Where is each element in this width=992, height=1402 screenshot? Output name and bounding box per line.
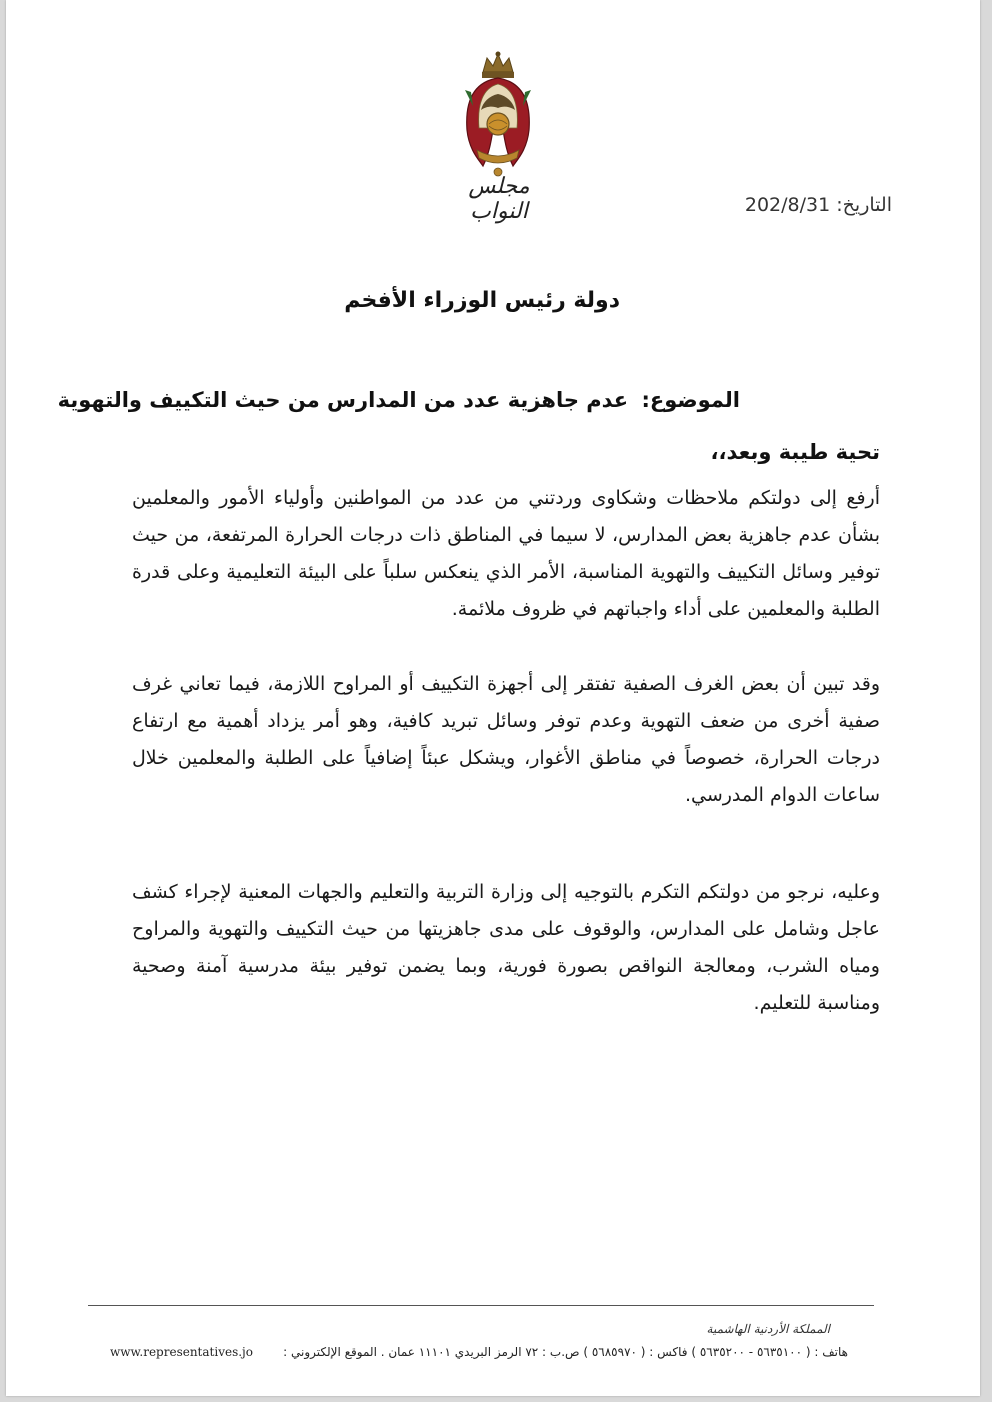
footer-kingdom-name: المملكة الأردنية الهاشمية — [706, 1322, 830, 1336]
footer-divider — [88, 1305, 874, 1306]
council-name-logotype: مجلس النواب — [468, 174, 530, 224]
subject-line — [58, 388, 740, 412]
body-paragraph-1: أرفع إلى دولتكم ملاحظات وشكاوى وردتني من عدد من المواطنين وأولياء الأمور والمعلمين بشأن عدم جاهزية بعض المدارس، لا سيما في المناطق ذات درجات الحرارة المرتفعة، من حيث توفير وسائل التكييف والتهوية المناسبة، الأمر الذي ينعكس سلباً على البيئة التعليمية وعلى قدرة الطلبة والمعلمين على أداء واجباتهم في ظروف ملائمة. — [132, 487, 880, 620]
footer-website: www.representatives.jo — [110, 1345, 253, 1359]
subject-text: عدم جاهزية عدد من المدارس من حيث التكييف والتهوية — [57, 388, 629, 412]
greeting: تحية طيبة وبعد،، — [710, 440, 880, 464]
date-line — [745, 194, 892, 216]
subject-label: الموضوع: — [641, 388, 740, 412]
date-label: التاريخ: — [836, 194, 892, 216]
body-paragraph-2: وقد تبين أن بعض الغرف الصفية تفتقر إلى أجهزة التكييف أو المراوح اللازمة، فيما تعاني غرف صفية أخرى من ضعف التهوية وعدم توفر وسائل تبريد كافية، وهو أمر يزداد أهمية مع ارتفاع درجات الحرارة، خصوصاً في مناطق الأغوار، ويشكل عبئاً إضافياً على الطلبة والمعلمين خلال ساعات الدوام المدرسي. — [132, 673, 880, 806]
footer-contact-info: هاتف : ( ٥٦٣٥١٠٠ - ٥٦٣٥٢٠٠ ) فاكس : ( ٥٦٨٥٩٧٠ ) ص.ب : ٧٢ الرمز البريدي ١١١٠١ عمان . الموقع الإلكتروني : — [283, 1345, 848, 1359]
date-value: 202/8/31 — [744, 194, 831, 216]
letter-page — [6, 0, 980, 1396]
body-paragraph-3: وعليه، نرجو من دولتكم التكرم بالتوجيه إلى وزارة التربية والتعليم والجهات المعنية لإجراء كشف عاجل وشامل على المدارس، والوقوف على مدى جاهزيتها من حيث التكييف والتهوية والمراوح ومياه الشرب، ومعالجة النواقص بصورة فورية، وبما يضمن توفير بيئة مدرسية آمنة وصحية ومناسبة للتعليم. — [132, 881, 880, 1014]
recipient-line: دولة رئيس الوزراء الأفخم — [344, 288, 620, 313]
coat-of-arms-emblem — [453, 50, 543, 180]
